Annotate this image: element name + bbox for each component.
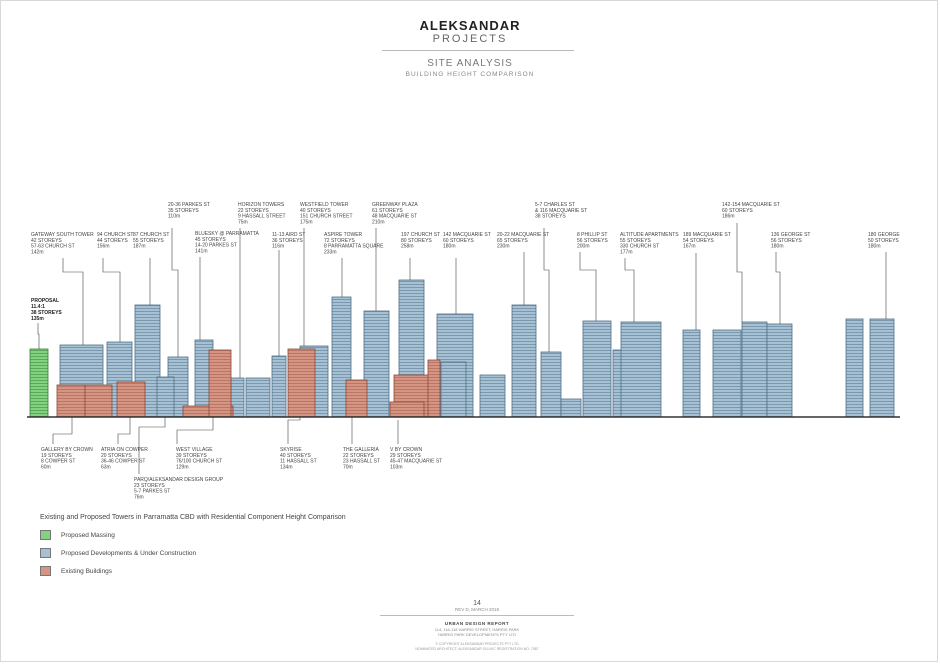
- brand-title: ALEKSANDAR: [419, 18, 521, 33]
- proposed-development-tower: [512, 305, 536, 417]
- legend-label: Proposed Developments & Under Construction: [61, 549, 197, 557]
- report-title: URBAN DESIGN REPORT: [444, 621, 510, 626]
- top-leader-line: [776, 252, 780, 324]
- report-address: 114, 116-118 HARRIS STREET, HARRIS PARK: [434, 627, 520, 632]
- label-line: 180m: [868, 243, 881, 250]
- label-line: 60m: [41, 464, 51, 471]
- top-leader-line: [737, 223, 742, 322]
- top-building-label: [535, 202, 587, 220]
- label-line: 35 STOREYS: [168, 207, 199, 214]
- label-line: 141m: [195, 248, 208, 255]
- proposed-development-tower: [272, 356, 286, 417]
- legend-item-developments: [40, 547, 196, 559]
- label-line: BLUESKY @ PARRAMATTA: [195, 231, 259, 237]
- label-line: 45 STOREYS: [195, 236, 226, 243]
- label-line: 48 MACQUARIE ST: [372, 213, 418, 220]
- top-building-label: [401, 232, 440, 250]
- existing-building: [346, 380, 367, 417]
- label-line: 210m: [372, 219, 385, 226]
- bottom-building-label: [343, 447, 380, 470]
- label-line: 57-63 CHURCH ST: [31, 243, 75, 250]
- label-line: 42 STOREYS: [31, 237, 62, 244]
- label-line: 70m: [343, 464, 353, 471]
- label-line: 200m: [577, 243, 590, 250]
- top-building-label: [97, 232, 133, 250]
- label-line: SKYRISE: [280, 447, 302, 453]
- label-line: 45-47 MACQUARIE ST: [390, 458, 443, 465]
- label-line: GATEWAY SOUTH TOWER: [31, 232, 94, 238]
- bottom-building-label: [101, 447, 148, 470]
- proposed-development-tower: [683, 330, 700, 417]
- label-line: 151 CHURCH STREET: [300, 213, 353, 220]
- existing-building: [85, 385, 112, 417]
- label-line: 54 STOREYS: [683, 237, 714, 244]
- label-line: 14-20 PARKES ST: [195, 242, 237, 249]
- footer-divider: [380, 615, 574, 616]
- proposed-development-tower: [541, 352, 561, 417]
- top-building-label: [443, 232, 491, 250]
- label-line: 142 MACQUARIE ST: [443, 232, 491, 238]
- copyright: © COPYRIGHT ALEKSANDAR PROJECTS PTY LTD: [435, 642, 519, 646]
- label-line: & 116 MACQUARIE ST: [535, 207, 588, 214]
- top-building-label: [722, 202, 780, 220]
- label-line: 38 STOREYS: [535, 213, 566, 220]
- proposed-development-tower: [441, 362, 466, 417]
- revision: REV D, MARCH 2018: [454, 607, 499, 612]
- existing-building: [209, 350, 231, 417]
- proposed-development-tower: [846, 319, 863, 417]
- label-line: 197 CHURCH ST: [401, 232, 441, 238]
- label-line: 110m: [168, 213, 181, 220]
- label-line: 36 STOREYS: [272, 237, 303, 244]
- label-line: 65 STOREYS: [497, 237, 528, 244]
- label-line: 330 CHURCH ST: [620, 243, 660, 250]
- label-line: 80 STOREYS: [401, 237, 432, 244]
- top-leader-line: [103, 258, 120, 342]
- label-line: GALLERY BY CROWN: [41, 447, 93, 453]
- label-line: 19 STOREYS: [41, 452, 72, 459]
- legend-item-existing: [40, 565, 112, 577]
- label-line: 5-7 PARKES ST: [134, 488, 171, 495]
- label-line: 8 COWPER ST: [41, 458, 76, 465]
- proposed-development-tower: [742, 322, 767, 417]
- top-building-label: [272, 232, 305, 250]
- label-line: 5-7 CHARLES ST: [535, 202, 576, 208]
- label-line: 230m: [497, 243, 510, 250]
- architect-registration: NOMINATED ARCHITECT: ALEKSANDAR GLUVIC REGISTRATION NO. 7587: [415, 647, 539, 651]
- bottom-leader-line: [118, 417, 130, 444]
- label-line: 187m: [133, 243, 146, 250]
- bottom-building-label: [41, 447, 93, 470]
- bottom-building-label: [176, 447, 222, 470]
- label-line: 136 GEORGE ST: [771, 232, 811, 238]
- label-line: 20-22 MACQUARIE ST: [497, 232, 550, 238]
- legend-label: Proposed Massing: [61, 531, 115, 539]
- existing-building: [57, 385, 85, 417]
- bottom-building-label: [280, 447, 317, 470]
- label-line: 258m: [401, 243, 414, 250]
- label-line: ASPIRE TOWER: [324, 232, 363, 238]
- label-line: HORIZON TOWERS: [238, 202, 285, 208]
- label-line: 156m: [97, 243, 110, 250]
- label-line: 72 STOREYS: [324, 237, 355, 244]
- top-building-label: [238, 202, 286, 225]
- proposed-development-tower: [583, 321, 611, 417]
- existing-building: [288, 349, 315, 417]
- proposal-leader-line: [38, 323, 39, 349]
- label-line: 38 STOREYS: [31, 310, 62, 316]
- legend-label: Existing Buildings: [61, 567, 112, 575]
- label-line: 56 STOREYS: [771, 237, 802, 244]
- top-building-label: [683, 232, 731, 250]
- top-building-label: [771, 232, 810, 250]
- bottom-building-label: [390, 447, 442, 470]
- legend-item-proposed-massing: [40, 529, 115, 541]
- label-line: 11-13 AIRD ST: [272, 232, 306, 238]
- label-line: 20-36 PARKES ST: [168, 202, 210, 208]
- label-line: 23 HASSALL ST: [343, 458, 381, 465]
- page-number: 14: [473, 600, 481, 607]
- bottom-leader-line: [288, 417, 300, 444]
- label-line: 76m: [134, 494, 144, 501]
- label-line: 8 PHILLIP ST: [577, 232, 608, 238]
- top-leader-line: [544, 228, 549, 352]
- label-line: 60 STOREYS: [722, 207, 753, 214]
- label-line: 60 STOREYS: [443, 237, 474, 244]
- label-line: 233m: [324, 249, 337, 256]
- label-line: 56 STOREYS: [577, 237, 608, 244]
- label-line: 189 MACQUARIE ST: [683, 232, 731, 238]
- bottom-building-label: [134, 477, 224, 500]
- legend-swatch: [40, 530, 51, 540]
- existing-building: [117, 382, 145, 417]
- legend-title: Existing and Proposed Towers in Parramatta CBD with Residential Component Height Comparison: [40, 514, 346, 521]
- label-line: 8 PARRAMATTA SQUARE: [324, 243, 384, 250]
- label-line: 76/100 CHURCH ST: [176, 458, 223, 465]
- label-line: 116m: [272, 243, 285, 250]
- legend-swatch: [40, 566, 51, 576]
- label-line: 87 CHURCH ST: [133, 232, 170, 238]
- label-line: ATRIA ON COWPER: [101, 447, 148, 453]
- existing-building: [428, 360, 440, 417]
- label-line: 44 STOREYS: [97, 237, 128, 244]
- proposed-development-tower: [870, 319, 894, 417]
- proposed-development-tower: [713, 330, 741, 417]
- label-line: PROPOSAL: [31, 298, 60, 304]
- top-building-label: [620, 232, 679, 255]
- top-building-label: [577, 232, 608, 250]
- top-building-label: [868, 232, 900, 250]
- top-building-label: [133, 232, 169, 250]
- label-line: THE GALLERIA: [343, 447, 379, 453]
- existing-building: [390, 402, 424, 417]
- legend-swatch: [40, 548, 51, 558]
- proposed-development-tower: [480, 375, 505, 417]
- section-subtitle: BUILDING HEIGHT COMPARISON: [405, 71, 535, 78]
- label-line: GREENWAY PLAZA: [372, 202, 418, 208]
- label-line: 180m: [443, 243, 456, 250]
- top-building-label: [31, 232, 94, 255]
- top-leader-line: [172, 228, 178, 357]
- proposed-development-tower: [621, 322, 661, 417]
- proposed-development-tower: [157, 377, 174, 417]
- label-line: 20 STOREYS: [101, 452, 132, 459]
- section-title: SITE ANALYSIS: [427, 58, 513, 69]
- label-line: 9 HASSALL STREET: [238, 213, 286, 220]
- top-leader-line: [580, 252, 596, 321]
- label-line: 63m: [101, 464, 111, 471]
- top-leader-line: [63, 258, 83, 345]
- label-line: 103m: [390, 464, 403, 471]
- label-line: 40 STOREYS: [300, 207, 331, 214]
- proposed-development-tower: [767, 324, 792, 417]
- label-line: 180 GEORGE: [868, 232, 900, 238]
- proposed-development-tower: [561, 399, 581, 417]
- report-developer: HARRIS PARK DEVELOPMENTS PTY LTD: [437, 632, 517, 637]
- label-line: 36-46 COWPER ST: [101, 458, 146, 465]
- label-line: 175m: [300, 219, 313, 226]
- label-line: 22 STOREYS: [343, 452, 374, 459]
- label-line: PARQ/ALEKSANDAR DESIGN GROUP: [134, 477, 224, 483]
- top-building-label: [168, 202, 210, 220]
- label-line: 135m: [31, 316, 44, 322]
- label-line: 11 HASSALL ST: [280, 458, 317, 465]
- brand-subtitle: PROJECTS: [432, 33, 508, 45]
- top-building-label: [372, 202, 418, 225]
- label-line: 75m: [238, 219, 248, 226]
- proposal-label: [31, 298, 62, 322]
- top-building-label: [195, 231, 260, 254]
- label-line: 142m: [31, 249, 44, 256]
- label-line: 177m: [620, 249, 633, 256]
- top-leader-line: [625, 258, 634, 322]
- label-line: WESTFIELD TOWER: [300, 202, 349, 208]
- bottom-leader-line: [53, 417, 72, 444]
- label-line: 61 STOREYS: [372, 207, 403, 214]
- label-line: 40 STOREYS: [280, 452, 311, 459]
- label-line: 167m: [683, 243, 696, 250]
- bottom-leader-line: [177, 417, 213, 444]
- label-line: 186m: [722, 213, 735, 220]
- label-line: 142-154 MACQUARIE ST: [722, 202, 780, 208]
- label-line: 11.4:1: [31, 304, 45, 310]
- label-line: 134m: [280, 464, 293, 471]
- label-line: WEST VILLAGE: [176, 447, 213, 453]
- label-line: 180m: [771, 243, 784, 250]
- top-building-label: [497, 232, 549, 250]
- label-line: ALTITUDE APARTMENTS: [620, 232, 679, 238]
- top-building-label: [300, 202, 353, 225]
- label-line: 23 STOREYS: [134, 482, 165, 489]
- label-line: 50 STOREYS: [868, 237, 899, 244]
- label-line: 55 STOREYS: [620, 237, 651, 244]
- bottom-leader-line: [139, 417, 165, 474]
- proposed-development-tower: [246, 378, 270, 417]
- proposed-massing: [30, 349, 48, 417]
- label-line: 94 CHURCH ST: [97, 232, 134, 238]
- label-line: 29 STOREYS: [390, 452, 421, 459]
- label-line: V BY CROWN: [390, 447, 423, 453]
- label-line: 129m: [176, 464, 189, 471]
- label-line: 55 STOREYS: [133, 237, 164, 244]
- top-building-label: [324, 232, 384, 255]
- label-line: 22 STOREYS: [238, 207, 269, 214]
- buildings-layer: [30, 280, 894, 417]
- proposed-development-tower: [364, 311, 389, 417]
- label-line: 39 STOREYS: [176, 452, 207, 459]
